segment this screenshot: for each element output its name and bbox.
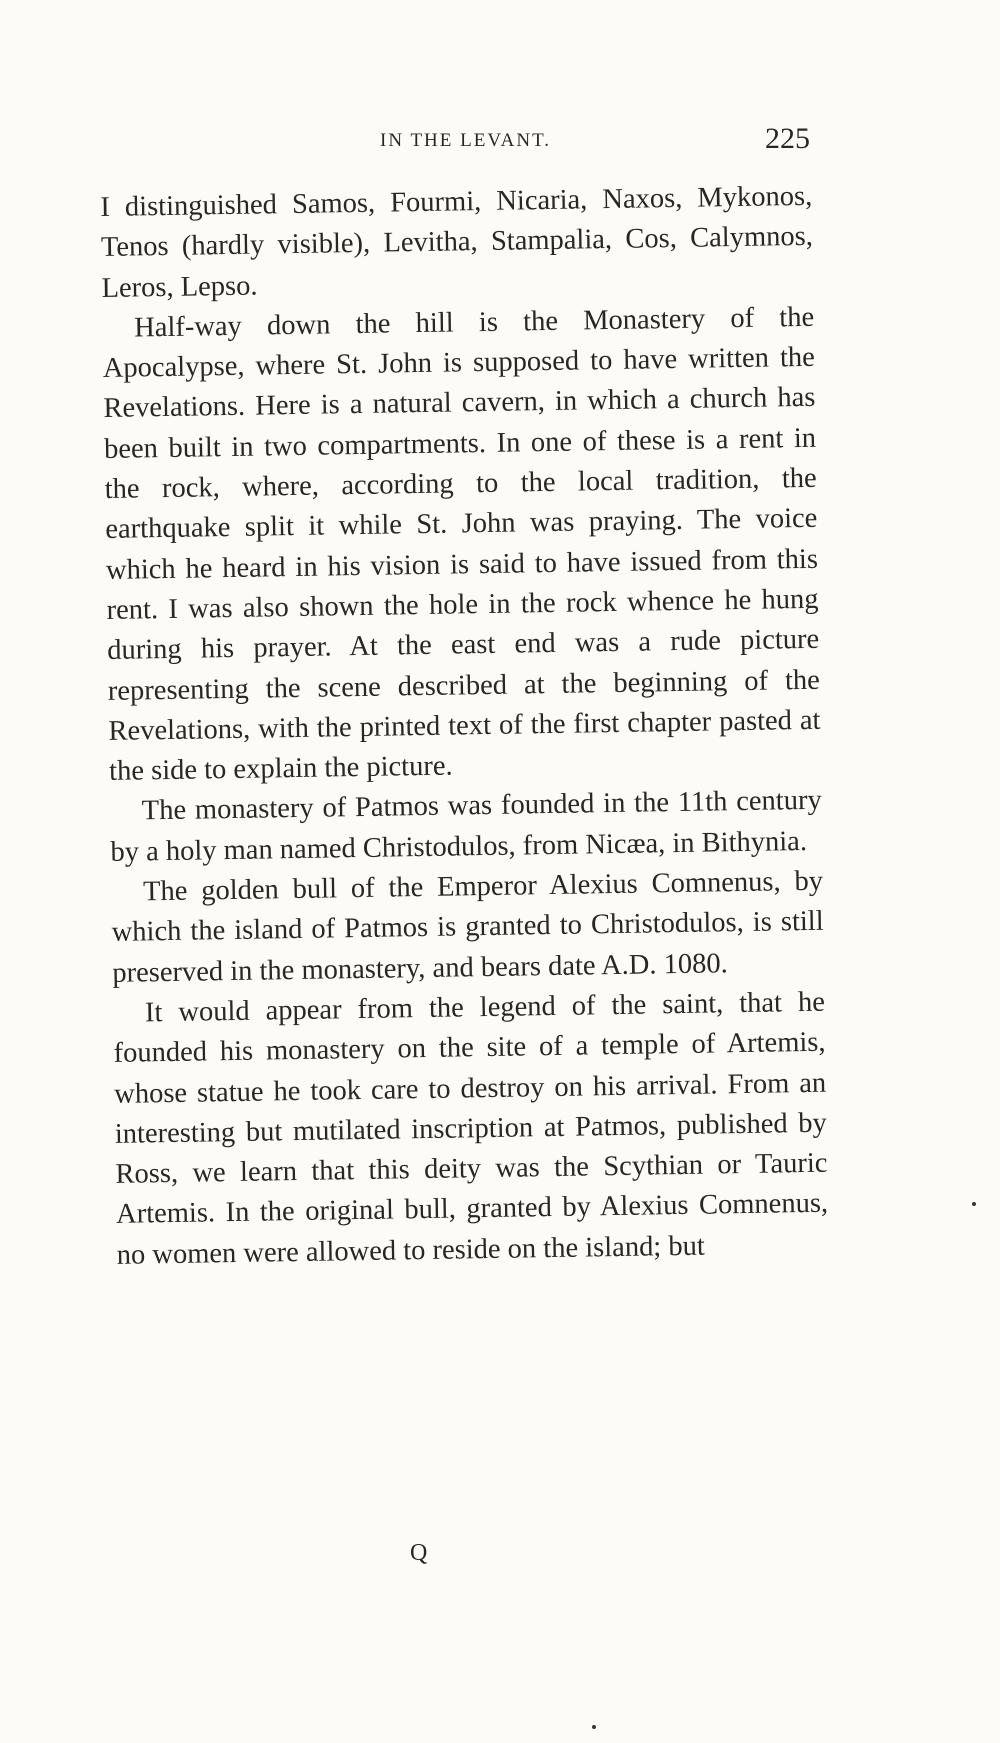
signature-mark: Q [410, 1540, 428, 1566]
paragraph: Half-way down the hill is the Monastery of the Apocalypse, where St. John is supposed to have written the Revelations. Here is a natural cavern, in which a church has been built in two compartments. In one of these is a rent in the rock, where, according to the local tradition, the earthquake split it while St. John was praying. The voice which he heard in his vision is said to have issued from this rent. I was also shown the hole in the rock whence he hung during his prayer. At the east end was a rude picture representing the scene described at the beginning of the Revelations, with the printed text of the first chapter pasted at the side to explain the picture. [102, 301, 821, 788]
paragraph: The golden bull of the Emperor Alexius Comnenus, by which the island of Patmos is granted to Christodulos, is still preserved in the monastery, and bears date A.D. 1080. [111, 865, 824, 989]
ink-speck [592, 1725, 596, 1729]
paragraph: I distinguished Samos, Fourmi, Nicaria, Naxos, Mykonos, Tenos (hardly visible), Levitha, Stampalia, Cos, Calymnos, Leros, Lepso. [100, 180, 814, 304]
paragraph: The monastery of Patmos was founded in the 11th century by a holy man named Christodulos, from Nicæa, in Bithynia. [110, 785, 822, 868]
running-head: IN THE LEVANT. [380, 130, 552, 151]
page-body [100, 177, 829, 1276]
ink-speck [972, 1202, 976, 1206]
page-header [120, 122, 810, 162]
paragraph: It would appear from the legend of the saint, that he founded his monastery on the site of a temple of Artemis, whose statue he took care to destroy on his arrival. From an interesting but mutilated inscription at Patmos, published by Ross, we learn that this deity was the Scythian or Tauric Artemis. In the original bull, granted by Alexius Comnenus, no women were allowed to reside on the island; but [113, 986, 829, 1271]
page-number: 225 [765, 122, 810, 155]
